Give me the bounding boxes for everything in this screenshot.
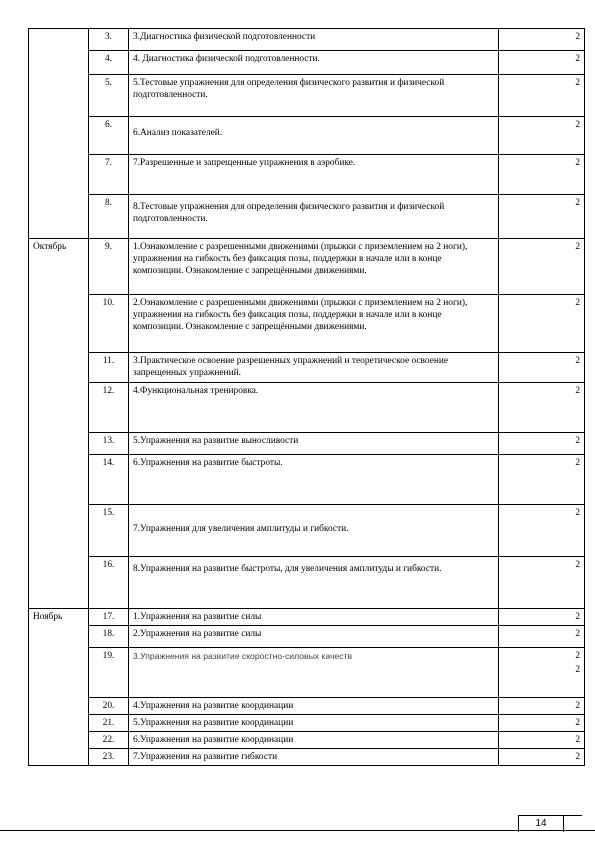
- lesson-topic: 4.Упражнения на развитие координации: [129, 698, 499, 715]
- lesson-hours: [499, 557, 585, 609]
- lesson-number: 15.: [89, 505, 129, 557]
- lesson-hours: [499, 295, 585, 353]
- plan-row: [29, 609, 585, 626]
- hours-value: 2: [575, 651, 580, 661]
- hours-value: 2: [575, 386, 580, 396]
- lesson-hours: [499, 648, 585, 698]
- lesson-number: 21.: [89, 715, 129, 732]
- hours-value: 2: [575, 560, 580, 570]
- month-cell: [29, 732, 89, 749]
- month-cell: [29, 715, 89, 732]
- hours-value: 2: [575, 120, 580, 130]
- plan-row: [29, 715, 585, 732]
- plan-row: [29, 648, 585, 698]
- lesson-topic: 3.Диагностика физической подготовленности: [129, 29, 499, 51]
- plan-row: [29, 505, 585, 557]
- lesson-number: 13.: [89, 433, 129, 455]
- lesson-topic: 3.Практическое освоение разрешенных упражнений и теоретическое освоение запрещенных упражнений.: [129, 353, 499, 383]
- lesson-topic: 4.Функциональная тренировка.: [129, 383, 499, 433]
- lesson-topic: 1.Ознакомление с разрешенными движениями (прыжки с приземлением на 2 ноги), упражнения на гибкость без фиксация позы, поддержки в начале или в конце композиции. Ознакомление с запрещёнными движениями.: [129, 239, 499, 295]
- hours-value: 2: [575, 242, 580, 252]
- page-number: 14: [518, 815, 564, 832]
- hours-value: 2: [575, 718, 580, 728]
- lesson-topic: 6.Упражнения на развитие быстроты.: [129, 455, 499, 505]
- lesson-topic: 8.Упражнения на развитие быстроты, для увеличения амплитуды и гибкости.: [129, 557, 499, 609]
- plan-row: [29, 455, 585, 505]
- hours-value: 2: [575, 701, 580, 711]
- hours-value: 2: [575, 665, 580, 675]
- lesson-hours: [499, 505, 585, 557]
- lesson-topic: 5.Упражнения на развитие выносливости: [129, 433, 499, 455]
- hours-value: 2: [575, 158, 580, 168]
- lesson-number: 12.: [89, 383, 129, 433]
- lesson-topic: 1.Упражнения на развитие силы: [129, 609, 499, 626]
- lesson-number: 10.: [89, 295, 129, 353]
- plan-row: [29, 732, 585, 749]
- lesson-plan-body: [29, 29, 585, 766]
- lesson-topic: 7.Разрешенные и запрещенные упражнения в аэробике.: [129, 155, 499, 195]
- plan-row: [29, 75, 585, 117]
- footer-line: [0, 830, 595, 831]
- plan-row: [29, 433, 585, 455]
- lesson-hours: [499, 29, 585, 51]
- month-cell: [29, 117, 89, 155]
- lesson-topic: 4. Диагностика физической подготовленности.: [129, 51, 499, 75]
- hours-value: 2: [575, 54, 580, 64]
- lesson-hours: [499, 455, 585, 505]
- month-cell: Октябрь: [29, 239, 89, 295]
- hours-value: 2: [575, 508, 580, 518]
- plan-row: [29, 29, 585, 51]
- month-cell: [29, 295, 89, 353]
- month-cell: [29, 433, 89, 455]
- lesson-hours: [499, 239, 585, 295]
- hours-value: 2: [575, 198, 580, 208]
- month-cell: [29, 155, 89, 195]
- hours-value: 2: [575, 356, 580, 366]
- lesson-topic: 3.Упражнения на развитие скоростно-силовых качеств: [129, 648, 499, 698]
- lesson-number: 11.: [89, 353, 129, 383]
- lesson-hours: [499, 383, 585, 433]
- lesson-number: 19.: [89, 648, 129, 698]
- lesson-topic: 7.Упражнения для увеличения амплитуды и гибкости.: [129, 505, 499, 557]
- lesson-topic: 6.Анализ показателей.: [129, 117, 499, 155]
- lesson-topic: 8.Тестовые упражнения для определения физического развития и физической подготовленности.: [129, 195, 499, 239]
- lesson-hours: [499, 353, 585, 383]
- lesson-number: 9.: [89, 239, 129, 295]
- plan-row: [29, 117, 585, 155]
- month-cell: [29, 505, 89, 557]
- lesson-number: 18.: [89, 626, 129, 648]
- plan-row: [29, 51, 585, 75]
- lesson-number: 22.: [89, 732, 129, 749]
- lesson-number: 7.: [89, 155, 129, 195]
- lesson-number: 4.: [89, 51, 129, 75]
- hours-value: 2: [575, 436, 580, 446]
- lesson-topic: 2.Упражнения на развитие силы: [129, 626, 499, 648]
- lesson-topic: 6.Упражнения на развитие координации: [129, 732, 499, 749]
- hours-value: 2: [575, 32, 580, 42]
- plan-row: [29, 155, 585, 195]
- hours-value: 2: [575, 298, 580, 308]
- month-cell: [29, 383, 89, 433]
- month-cell: [29, 75, 89, 117]
- footer-line-right: [562, 815, 582, 816]
- month-cell: [29, 195, 89, 239]
- lesson-hours: [499, 51, 585, 75]
- plan-row: [29, 557, 585, 609]
- lesson-number: 3.: [89, 29, 129, 51]
- hours-value: 2: [575, 752, 580, 762]
- hours-value: 2: [575, 735, 580, 745]
- lesson-number: 20.: [89, 698, 129, 715]
- lesson-hours: [499, 698, 585, 715]
- month-cell: [29, 353, 89, 383]
- lesson-hours: [499, 626, 585, 648]
- lesson-hours: [499, 117, 585, 155]
- month-cell: [29, 455, 89, 505]
- month-cell: [29, 557, 89, 609]
- month-cell: [29, 698, 89, 715]
- plan-row: [29, 195, 585, 239]
- lesson-number: 23.: [89, 749, 129, 766]
- lesson-hours: [499, 433, 585, 455]
- lesson-number: 16.: [89, 557, 129, 609]
- plan-row: [29, 749, 585, 766]
- month-cell: [29, 626, 89, 648]
- month-cell: [29, 51, 89, 75]
- plan-row: [29, 383, 585, 433]
- plan-row: [29, 295, 585, 353]
- lesson-hours: [499, 715, 585, 732]
- lesson-hours: [499, 732, 585, 749]
- lesson-number: 5.: [89, 75, 129, 117]
- plan-row: [29, 626, 585, 648]
- plan-row: [29, 239, 585, 295]
- lesson-topic: 7.Упражнения на развитие гибкости: [129, 749, 499, 766]
- lesson-number: 14.: [89, 455, 129, 505]
- hours-value: 2: [575, 78, 580, 88]
- month-cell: [29, 749, 89, 766]
- lesson-hours: [499, 749, 585, 766]
- lesson-hours: [499, 609, 585, 626]
- month-cell: [29, 648, 89, 698]
- lesson-plan-table: [28, 28, 585, 766]
- lesson-number: 17.: [89, 609, 129, 626]
- lesson-hours: [499, 75, 585, 117]
- hours-value: 2: [575, 612, 580, 622]
- hours-value: 2: [575, 629, 580, 639]
- lesson-topic: 5.Упражнения на развитие координации: [129, 715, 499, 732]
- lesson-hours: [499, 195, 585, 239]
- month-cell: [29, 29, 89, 51]
- lesson-number: 6.: [89, 117, 129, 155]
- plan-row: [29, 698, 585, 715]
- hours-value: 2: [575, 458, 580, 468]
- plan-row: [29, 353, 585, 383]
- month-cell: Ноябрь: [29, 609, 89, 626]
- lesson-hours: [499, 155, 585, 195]
- lesson-number: 8.: [89, 195, 129, 239]
- lesson-topic: 5.Тестовые упражнения для определения физического развития и физической подготовленности.: [129, 75, 499, 117]
- lesson-topic: 2.Ознакомление с разрешенными движениями (прыжки с приземлением на 2 ноги), упражнения на гибкость без фиксация позы, поддержки в начале или в конце композиции. Ознакомление с запрещёнными движениями.: [129, 295, 499, 353]
